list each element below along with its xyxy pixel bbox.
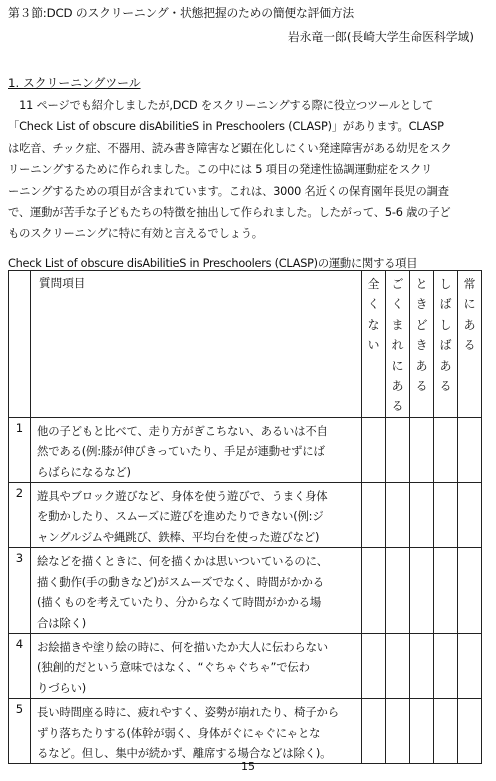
question-line: ャングルジムや縄跳び、鉄棒、平均台を使った遊びなど)	[37, 529, 320, 544]
header-char: と	[415, 277, 428, 291]
question-line: 絵などを描くときに、何を描くかは思いついているのに、	[37, 554, 328, 569]
answer-cell[interactable]	[458, 633, 482, 698]
paragraph-line: ものスクリーニングに特に有効と言えるでしょう。	[8, 227, 263, 241]
answer-cell[interactable]	[362, 548, 386, 634]
paragraph-line: リーニングするために作られました。この中には 5 項目の発達性協調運動症をスクリ	[8, 163, 433, 177]
answer-cell[interactable]	[362, 633, 386, 698]
answer-cell[interactable]	[410, 483, 434, 548]
answer-cell[interactable]	[386, 633, 410, 698]
answer-cell[interactable]	[458, 483, 482, 548]
answer-cell[interactable]	[410, 548, 434, 634]
answer-cell[interactable]	[410, 633, 434, 698]
question-header: 質問項目	[31, 271, 362, 418]
answer-header-often	[434, 271, 458, 418]
question-text	[31, 548, 362, 634]
header-char: あ	[439, 358, 452, 373]
header-char: る	[463, 338, 476, 353]
table-row	[9, 699, 482, 764]
paragraph-line: で、運動が苦手な子どもたちの特徴を抽出して作られました。したがって、5-6 歳の子ど	[8, 206, 451, 220]
header-char: れ	[391, 338, 404, 353]
paragraph-line: ーニングするための項目が含まれています。これは、3000 名近くの保育園年長児の調査	[8, 184, 449, 198]
header-char: き	[415, 338, 428, 353]
table-row	[9, 548, 482, 634]
answer-cell[interactable]	[386, 548, 410, 634]
answer-cell[interactable]	[458, 699, 482, 764]
answer-header-sometimes	[410, 271, 434, 418]
question-line: 長い時間座る時に、疲れやすく、姿勢が崩れたり、椅子から	[37, 705, 339, 720]
answer-cell[interactable]	[434, 633, 458, 698]
question-line: 合は除く)	[37, 615, 87, 630]
question-text	[31, 699, 362, 764]
section-title: 第３節:DCD のスクリーニング・状態把握のための簡便な評価方法	[8, 6, 355, 20]
question-line: らばらになるなど)	[37, 464, 131, 479]
header-char: ば	[439, 338, 452, 353]
answer-cell[interactable]	[410, 417, 434, 482]
question-line: 描く動作(手の動きなど)がスムーズでなく、時間がかかる	[37, 574, 324, 589]
question-line: りづらい)	[37, 680, 87, 695]
header-char: に	[463, 297, 476, 312]
paragraph-line: 「Check List of obscure disAbilitieS in Preschoolers (CLASP)」があります。CLASP	[8, 120, 444, 134]
paragraph-line: 11 ページでも紹介しましたが,DCD をスクリーニングする際に役立つツールとして	[8, 99, 434, 112]
table-row	[9, 417, 482, 482]
number-header-cell	[9, 271, 31, 418]
page-number: 15	[241, 760, 255, 773]
header-char: あ	[415, 358, 428, 373]
header-char: 全	[367, 277, 380, 291]
question-line: ずり落ちたりする(体幹が弱く、身体がぐにゃぐにゃとな	[37, 725, 321, 740]
question-text	[31, 417, 362, 482]
answer-cell[interactable]	[434, 548, 458, 634]
header-char: ご	[391, 277, 404, 291]
header-char: な	[367, 317, 380, 332]
answer-header-always	[458, 271, 482, 418]
answer-cell[interactable]	[386, 417, 410, 482]
answer-cell[interactable]	[458, 548, 482, 634]
row-number: 4	[9, 633, 31, 698]
answer-header-rarely	[386, 271, 410, 418]
header-char: し	[439, 317, 452, 332]
header-char: い	[367, 338, 380, 353]
table-row	[9, 483, 482, 548]
header-char: き	[415, 297, 428, 312]
header-char: く	[367, 297, 380, 312]
table-caption: Check List of obscure disAbilitieS in Preschoolers (CLASP)の運動に関する項目	[8, 257, 418, 270]
header-char: に	[391, 358, 404, 373]
answer-cell[interactable]	[362, 483, 386, 548]
answer-cell[interactable]	[386, 699, 410, 764]
header-char: し	[439, 277, 452, 291]
question-line: (描くものを考えていたり、分からなくて時間がかかる場	[37, 595, 322, 610]
header-char: 常	[463, 277, 476, 291]
header-char: る	[439, 379, 452, 394]
question-line: 遊具やブロック遊びなど、身体を使う遊びで、うまく身体	[37, 489, 328, 504]
header-char: あ	[391, 379, 404, 394]
question-line: 他の子どもと比べて、走り方がぎこちない、あるいは不自	[37, 423, 328, 438]
header-char: る	[415, 379, 428, 394]
table-header-row	[9, 271, 482, 418]
header-char: ば	[439, 297, 452, 312]
header-char: ま	[391, 317, 404, 332]
question-line: 然である(例:膝が伸びきっていたり、手足が連動せずにば	[37, 444, 325, 459]
answer-cell[interactable]	[386, 483, 410, 548]
header-char: ど	[415, 317, 428, 332]
paragraph-line: は吃音、チック症、不器用、読み書き障害など顕在化しにくい発達障害がある幼児をスク	[8, 141, 452, 155]
author-line: 岩永竜一郎(長崎大学生命医科学域)	[287, 30, 474, 44]
row-number: 2	[9, 483, 31, 548]
header-char: く	[391, 297, 404, 312]
row-number: 1	[9, 417, 31, 482]
subsection-heading: 1. スクリーニングツール	[8, 76, 141, 90]
answer-cell[interactable]	[458, 417, 482, 482]
header-char: る	[391, 399, 404, 414]
answer-cell[interactable]	[362, 417, 386, 482]
answer-header-never	[362, 271, 386, 418]
answer-cell[interactable]	[434, 417, 458, 482]
question-text	[31, 483, 362, 548]
answer-cell[interactable]	[434, 483, 458, 548]
question-line: るなど。但し、集中が続かず、離席する場合などは除く)。	[37, 745, 332, 760]
intro-paragraph	[8, 95, 488, 245]
question-line: を動かしたり、スムーズに遊びを進めたりできない(例:ジ	[37, 509, 324, 524]
clasp-motor-table	[8, 270, 482, 764]
question-text	[31, 633, 362, 698]
answer-cell[interactable]	[362, 699, 386, 764]
row-number: 3	[9, 548, 31, 634]
question-line: (独創的だという意味ではなく、“ぐちゃぐちゃ”で伝わ	[37, 660, 310, 675]
answer-cell[interactable]	[434, 699, 458, 764]
header-char: あ	[463, 317, 476, 332]
question-line: お絵描きや塗り絵の時に、何を描いたか大人に伝わらない	[37, 639, 328, 654]
row-number: 5	[9, 699, 31, 764]
answer-cell[interactable]	[410, 699, 434, 764]
table-row	[9, 633, 482, 698]
